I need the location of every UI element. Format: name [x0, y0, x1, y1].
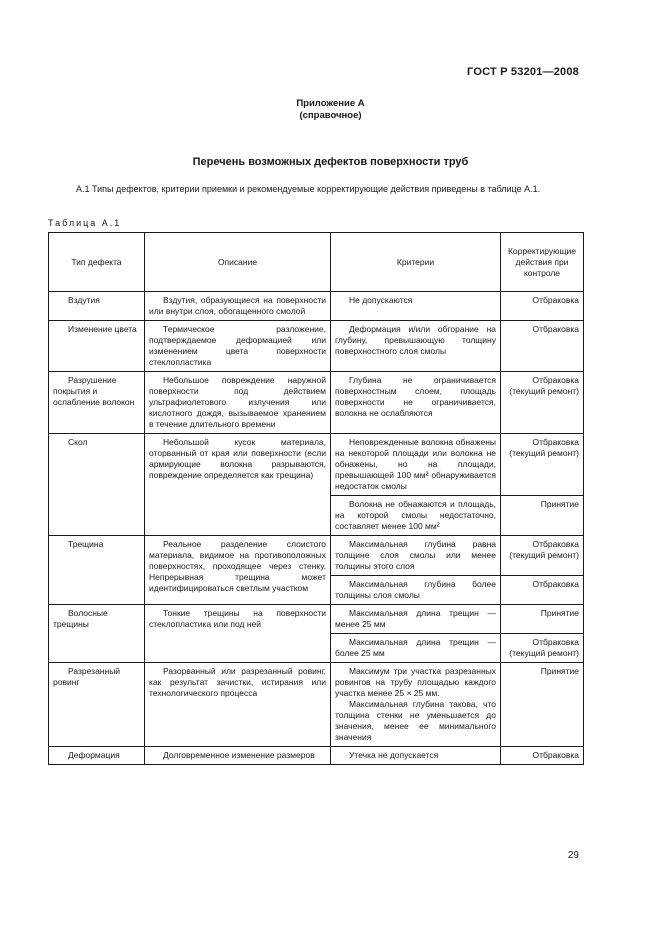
defect-criteria: Максимальная длина трещин — более 25 мм: [331, 634, 501, 663]
defect-type: Разрушение покрытия и ослабление волокон: [49, 372, 145, 434]
table-row: [49, 434, 584, 496]
appendix-title: Приложение А: [296, 98, 365, 109]
defect-criteria: Деформация и/или обгорание на глубину, превышающую толщину поверхностного слоя смолы: [331, 321, 501, 372]
defect-description: Разорванный или разрезанный ровинг, как результат зачистки, истирания или технологического процесса: [145, 663, 331, 747]
defect-description: Реальное разделение слоистого материала, видимое на противоположных поверхностях, проходящее через стенку. Непрерывная трещина может идентифицироваться светлым участком: [145, 536, 331, 605]
table-row: [49, 372, 584, 434]
defect-criteria: Максимальная глубина более толщины слоя смолы: [331, 576, 501, 605]
table-row: [49, 321, 584, 372]
criteria-part-2: Максимальная глубина такова, что толщина стенки не уменьшается до значения, менее ее минимального значения: [335, 699, 496, 742]
defect-description: Небольшой кусок материала, оторванный от края или поверхности (если армирующие волокна разрываются, повреждение определяется как трещина): [145, 434, 331, 536]
corrective-action: Отбраковка (текущий ремонт): [501, 434, 584, 496]
corrective-action: Отбраковка (текущий ремонт): [501, 634, 584, 663]
defect-type: Деформация: [49, 747, 145, 765]
table-caption: Таблица А.1: [48, 218, 122, 228]
intro-paragraph: А.1 Типы дефектов, критерии приемки и рекомендуемые корректирующие действия приведены в таблице А.1.: [76, 184, 541, 194]
header-criteria: Критерии: [331, 233, 501, 292]
criteria-part-1: Максимум три участка разрезанных ровингов на трубу площадью каждого участка менее 25 × 25 мм.: [335, 666, 496, 698]
defect-type: Вздутия: [49, 292, 145, 321]
corrective-action: Отбраковка: [501, 747, 584, 765]
appendix-subtitle: (справочное): [299, 110, 362, 121]
defect-criteria: Неповрежденные волокна обнажены на некоторой площади или волокна не обнажены, но на площади, превышающей 100 мм² обнаруживается недостаток смолы: [331, 434, 501, 496]
page-number: 29: [567, 850, 579, 861]
header-action: Корректирующие действия при контроле: [501, 233, 584, 292]
corrective-action: Отбраковка: [501, 321, 584, 372]
corrective-action: Принятие: [501, 605, 584, 634]
table-row: [49, 536, 584, 576]
table-header-row: [49, 233, 584, 292]
defect-criteria: Максимальная глубина равна толщине слоя смолы или менее толщины этого слоя: [331, 536, 501, 576]
standard-number: ГОСТ Р 53201—2008: [467, 66, 579, 78]
defect-criteria: Утечка не допускается: [331, 747, 501, 765]
defect-description: Долговременное изменение размеров: [145, 747, 331, 765]
defect-criteria: [331, 663, 501, 747]
defect-type: Волосные трещины: [49, 605, 145, 663]
defect-description: Небольшое повреждение наружной поверхности под действием ультрафиолетового излучения или кислотного дождя, вызываемое хранением в течение длительного времени: [145, 372, 331, 434]
header-type: Тип дефекта: [49, 233, 145, 292]
defect-description: Вздутия, образующиеся на поверхности или внутри слоя, обогащенного смолой: [145, 292, 331, 321]
defect-description: Термическое разложение, подтверждаемое деформацией или изменением цвета поверхности стеклопластика: [145, 321, 331, 372]
defect-type: Разрезанный ровинг: [49, 663, 145, 747]
defect-criteria: Волокна не обнажаются и площадь, на которой смолы недостаточно, составляет менее 100 мм²: [331, 496, 501, 536]
defect-criteria: Максимальная длина трещин — менее 25 мм: [331, 605, 501, 634]
defect-criteria: Не допускаются: [331, 292, 501, 321]
corrective-action: Принятие: [501, 496, 584, 536]
corrective-action: Принятие: [501, 663, 584, 747]
table-row: [49, 747, 584, 765]
defect-type: Трещина: [49, 536, 145, 605]
defect-type: Скол: [49, 434, 145, 536]
table-row: [49, 663, 584, 747]
table-row: [49, 292, 584, 321]
defect-type: Изменение цвета: [49, 321, 145, 372]
defect-criteria: Глубина не ограничивается поверхностным слоем, площадь поверхности не ограничивается, волокна не ослабляются: [331, 372, 501, 434]
header-description: Описание: [145, 233, 331, 292]
corrective-action: Отбраковка (текущий ремонт): [501, 536, 584, 576]
defect-description: Тонкие трещины на поверхности стеклопластика или под ней: [145, 605, 331, 663]
table-row: [49, 605, 584, 634]
corrective-action: Отбраковка (текущий ремонт): [501, 372, 584, 434]
corrective-action: Отбраковка: [501, 576, 584, 605]
corrective-action: Отбраковка: [501, 292, 584, 321]
defects-table: [48, 232, 584, 765]
document-title: Перечень возможных дефектов поверхности труб: [192, 156, 469, 168]
